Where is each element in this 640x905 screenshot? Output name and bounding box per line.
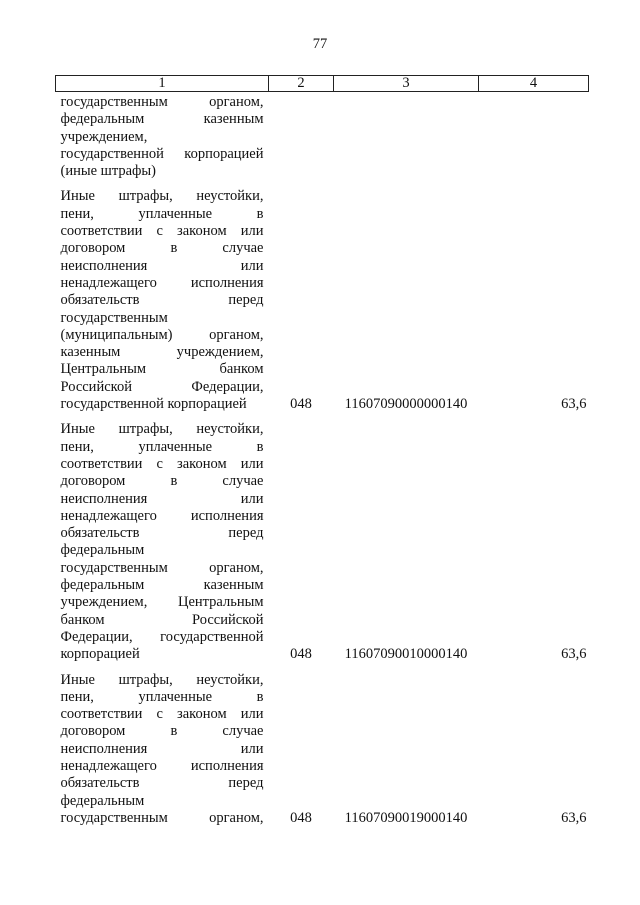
- indicator-name-line: федеральным: [60, 542, 145, 559]
- indicator-name-line: (иные штрафы): [60, 163, 156, 180]
- amount-cell: 63,6: [561, 646, 587, 663]
- administrator-code-cell: 048: [290, 809, 312, 826]
- indicator-name-line: Иные штрафы, неустойки,: [60, 421, 264, 438]
- indicator-name-cell: [56, 672, 269, 836]
- table-row: [56, 92, 589, 189]
- table-row: [56, 672, 589, 836]
- table-row: [56, 188, 589, 421]
- budget-classification-code-cell: 11607090010000140: [344, 646, 468, 663]
- indicator-name-line: государственной корпорацией: [60, 145, 264, 162]
- amount-cell: 63,6: [561, 396, 587, 413]
- indicator-name-line: банком Российской: [60, 611, 264, 628]
- administrator-code-cell: 048: [290, 396, 312, 413]
- indicator-name-line: ненадлежащего исполнения: [60, 757, 264, 774]
- indicator-name-cell: [56, 421, 269, 671]
- indicator-name-line: казенным учреждением,: [60, 344, 264, 361]
- administrator-code-cell: [269, 92, 334, 189]
- column-header-2: 2: [269, 76, 334, 92]
- budget-classification-code-cell: 11607090019000140: [344, 809, 468, 826]
- indicator-name-line: федеральным казенным: [60, 577, 264, 594]
- indicator-name-line: федеральным: [60, 792, 145, 809]
- amount-cell: 63,6: [561, 809, 587, 826]
- indicator-name-line: обязательств перед: [60, 525, 264, 542]
- table-body: [56, 92, 589, 836]
- indicator-name-line: Российской Федерации,: [60, 378, 264, 395]
- indicator-name-line: ненадлежащего исполнения: [60, 507, 264, 524]
- indicator-name-line: неисполнения или: [60, 490, 264, 507]
- page-number: 77: [312, 36, 328, 52]
- indicator-name-line: федеральным казенным: [60, 111, 264, 128]
- indicator-name-line: соответствии с законом или: [60, 706, 264, 723]
- table-row: [56, 421, 589, 671]
- indicator-name-line: государственным органом,: [60, 94, 264, 110]
- table-head: [56, 76, 589, 92]
- budget-classification-code-cell: [334, 92, 479, 189]
- indicator-name-line: договором в случае: [60, 240, 264, 257]
- indicator-name-line: неисполнения или: [60, 740, 264, 757]
- indicator-name-line: Иные штрафы, неустойки,: [60, 671, 264, 688]
- column-header-3: 3: [334, 76, 479, 92]
- indicator-name-line: обязательств перед: [60, 292, 264, 309]
- indicator-name-line: Иные штрафы, неустойки,: [60, 188, 264, 205]
- indicator-name-line: учреждением, Центральным: [60, 594, 264, 611]
- indicator-name-cell: [56, 92, 269, 189]
- indicator-name-line: (муниципальным) органом,: [60, 326, 264, 343]
- indicator-name-cell: [56, 188, 269, 421]
- administrator-code-cell: 048: [290, 646, 312, 663]
- indicator-name-line: пени, уплаченные в: [60, 205, 264, 222]
- indicator-name-line: государственной корпорацией: [60, 396, 247, 413]
- indicator-name-line: ненадлежащего исполнения: [60, 274, 264, 291]
- indicator-name-line: государственным органом,: [60, 559, 264, 576]
- indicator-name-line: соответствии с законом или: [60, 223, 264, 240]
- indicator-name-line: договором в случае: [60, 723, 264, 740]
- indicator-name-line: обязательств перед: [60, 775, 264, 792]
- indicator-name-line: соответствии с законом или: [60, 455, 264, 472]
- budget-table: [55, 75, 589, 835]
- budget-classification-code-cell: 11607090000000140: [344, 396, 468, 413]
- amount-cell: [479, 92, 589, 189]
- indicator-name-line: пени, уплаченные в: [60, 688, 264, 705]
- indicator-name-line: Федерации, государственной: [60, 628, 264, 645]
- indicator-name-line: государственным: [60, 309, 168, 326]
- table-header-row: [56, 76, 589, 92]
- indicator-name-line: государственным органом,: [60, 809, 264, 826]
- indicator-name-line: учреждением,: [60, 128, 148, 145]
- indicator-name-line: неисполнения или: [60, 257, 264, 274]
- indicator-name-line: пени, уплаченные в: [60, 438, 264, 455]
- column-header-1: 1: [56, 76, 269, 92]
- column-header-4: 4: [479, 76, 589, 92]
- indicator-name-line: Центральным банком: [60, 361, 264, 378]
- indicator-name-line: договором в случае: [60, 473, 264, 490]
- indicator-name-line: корпорацией: [60, 646, 140, 663]
